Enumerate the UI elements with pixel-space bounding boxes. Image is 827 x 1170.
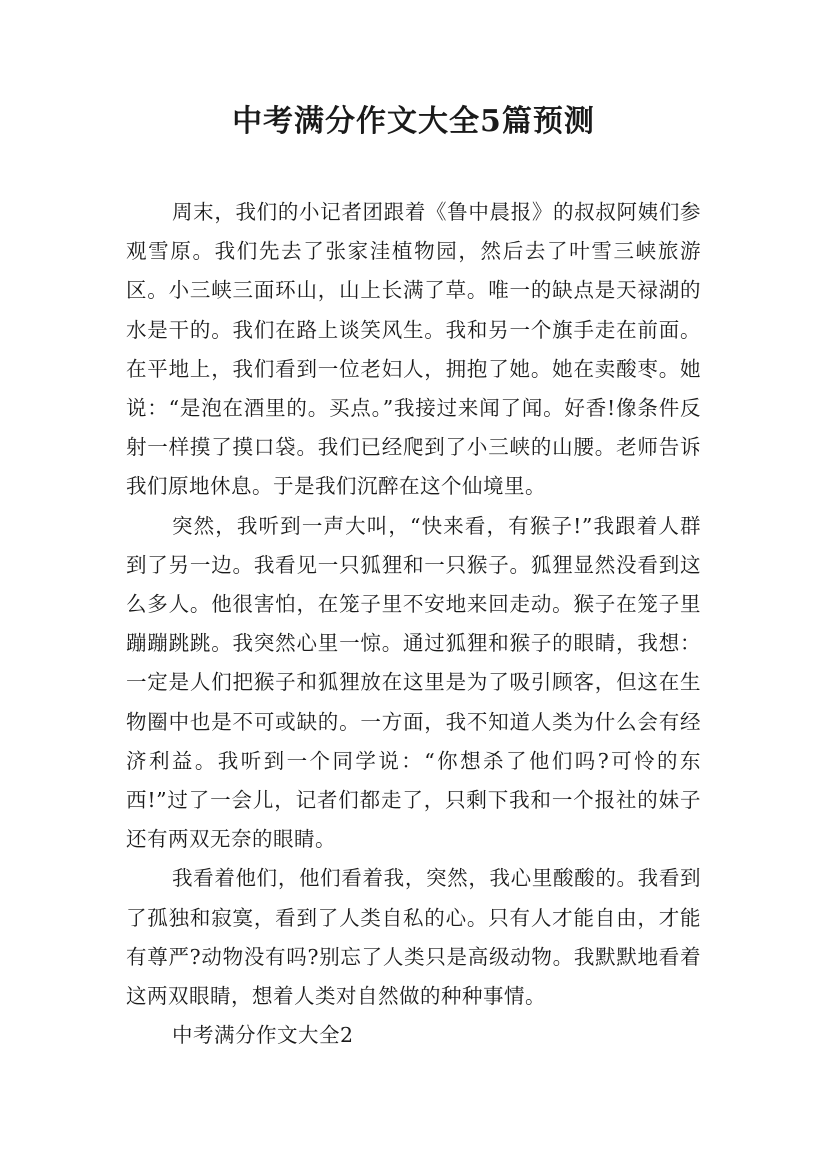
document-title: 中考满分作文大全5篇预测 bbox=[232, 104, 595, 139]
document-body bbox=[126, 193, 701, 1055]
paragraph-2: 突然，我听到一声大叫，“快来看，有猴子!”我跟着人群到了另一边。我看见一只狐狸和一只猴子。狐狸显然没看到这么多人。他很害怕，在笼子里不安地来回走动。猴子在笼子里蹦蹦跳跳。我突然心里一惊。通过狐狸和猴子的眼睛，我想：一定是人们把猴子和狐狸放在这里是为了吸引顾客，但这在生物圈中也是不可或缺的。一方面，我不知道人类为什么会有经济利益。我听到一个同学说：“你想杀了他们吗?可怜的东西!”过了一会儿，记者们都走了，只剩下我和一个报社的妹子还有两双无奈的眼睛。 bbox=[126, 513, 701, 852]
section-heading: 中考满分作文大全2 bbox=[172, 1023, 354, 1048]
paragraph-1: 周末，我们的小记者团跟着《鲁中晨报》的叔叔阿姨们参观雪原。我们先去了张家洼植物园，然后去了叶雪三峡旅游区。小三峡三面环山，山上长满了草。唯一的缺点是天禄湖的水是干的。我们在路上谈笑风生。我和另一个旗手走在前面。在平地上，我们看到一位老妇人，拥抱了她。她在卖酸枣。她说：“是泡在酒里的。买点。”我接过来闻了闻。好香!像条件反射一样摸了摸口袋。我们已经爬到了小三峡的山腰。老师告诉我们原地休息。于是我们沉醉在这个仙境里。 bbox=[126, 200, 701, 499]
paragraph-3: 我看着他们，他们看着我，突然，我心里酸酸的。我看到了孤独和寂寞，看到了人类自私的心。只有人才能自由，才能有尊严?动物没有吗?别忘了人类只是高级动物。我默默地看着这两双眼睛，想着人类对自然做的种种事情。 bbox=[126, 866, 701, 1009]
